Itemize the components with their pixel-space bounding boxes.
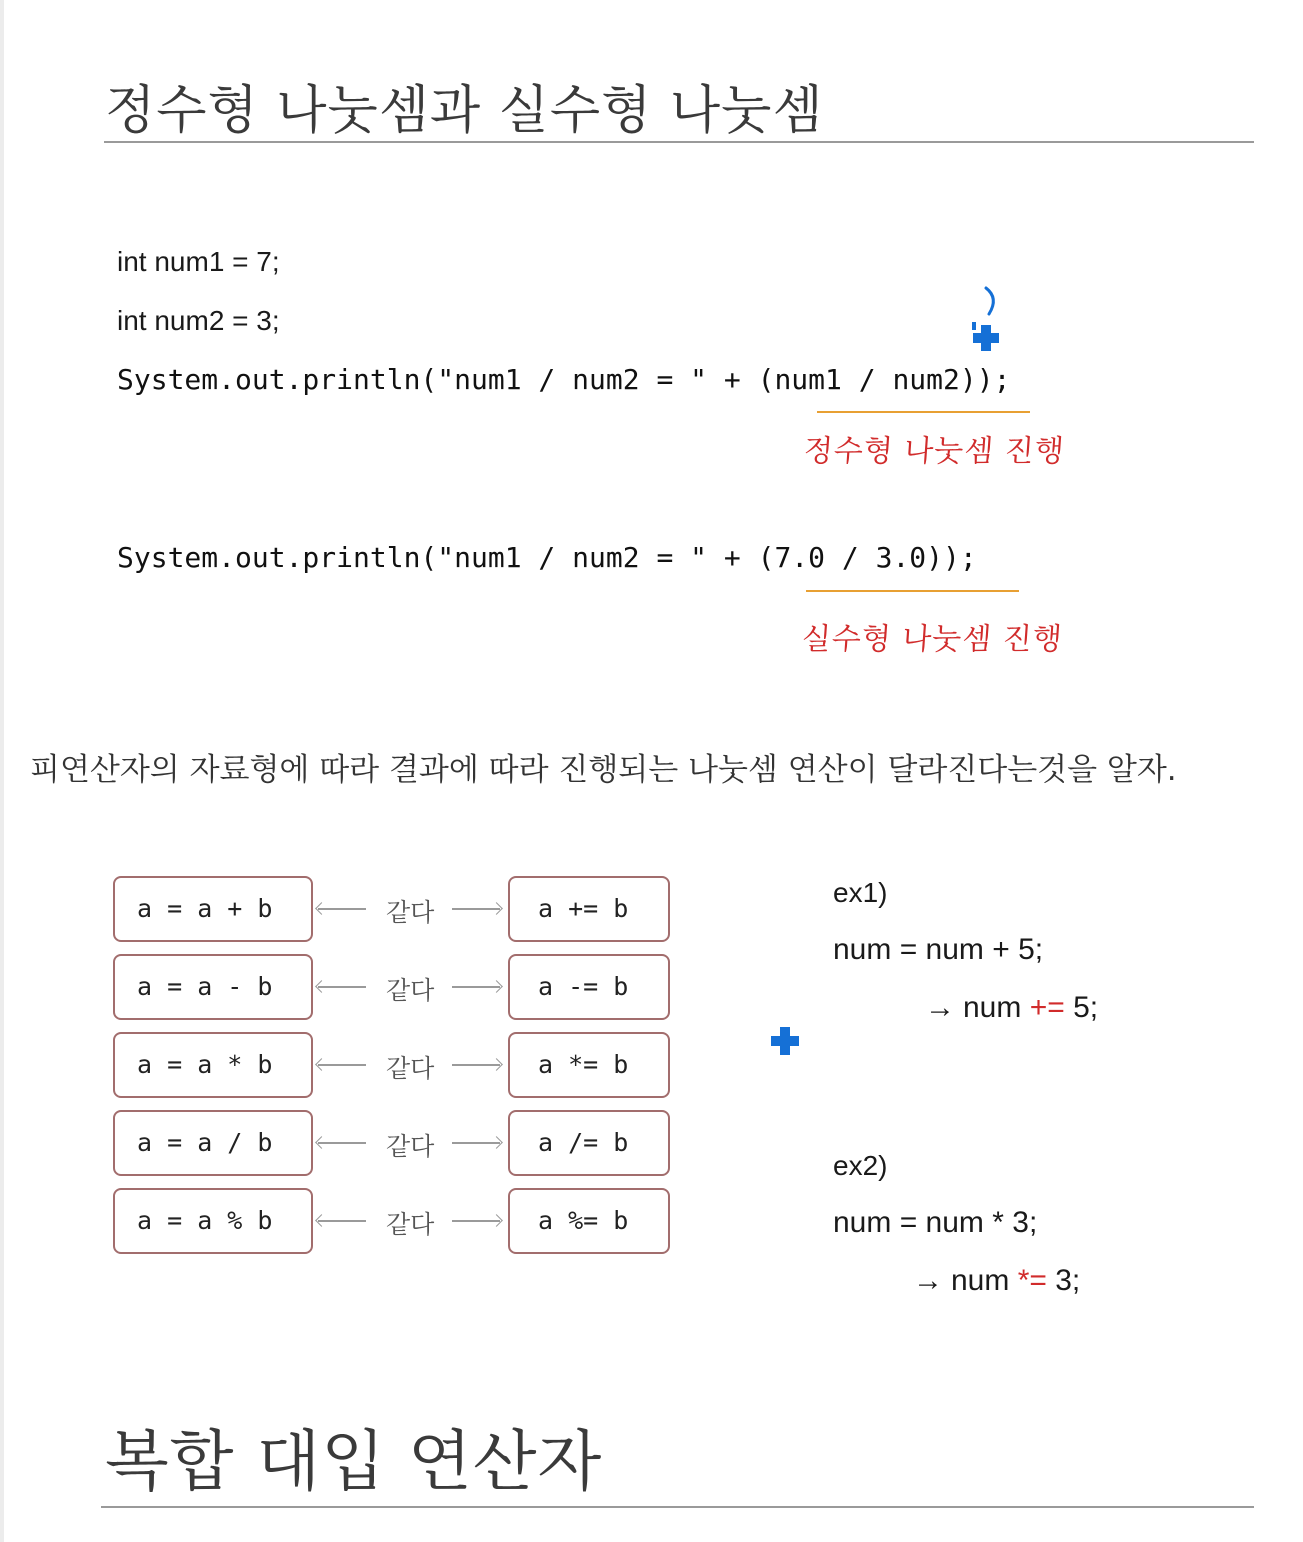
code-line-num2: int num2 = 3; bbox=[117, 305, 280, 336]
example-2-statement: num = num * 3; bbox=[833, 1206, 1038, 1239]
example-1-result-prefix: num bbox=[963, 991, 1030, 1024]
title-rule-compound-assignment bbox=[101, 1506, 1254, 1508]
arrow-right-icon bbox=[452, 986, 500, 988]
title-rule-division bbox=[104, 141, 1254, 143]
same-label: 같다 bbox=[386, 1054, 435, 1083]
example-1-operator: += bbox=[1029, 991, 1065, 1024]
same-label: 같다 bbox=[386, 976, 435, 1005]
example-1-statement: num = num + 5; bbox=[833, 933, 1044, 966]
cursor-cross-icon bbox=[770, 1026, 800, 1056]
arrow-right-icon bbox=[452, 1220, 500, 1222]
same-label: 같다 bbox=[386, 898, 435, 927]
example-2-result bbox=[913, 1264, 1080, 1298]
slide-title-compound-assignment: 복합 대입 연산자 bbox=[105, 1423, 603, 1500]
arrow-right-icon bbox=[452, 1064, 500, 1066]
expanded-expression-box: a = a / b bbox=[113, 1110, 313, 1176]
expanded-expression-box: a = a % b bbox=[113, 1188, 313, 1254]
compound-expression-box: a *= b bbox=[508, 1032, 670, 1098]
underline-real-division bbox=[806, 590, 1019, 592]
compound-expression-box: a += b bbox=[508, 876, 670, 942]
expanded-expression-box: a = a * b bbox=[113, 1032, 313, 1098]
same-label: 같다 bbox=[386, 1210, 435, 1239]
example-2-operator: *= bbox=[1017, 1264, 1047, 1297]
arrow-left-icon bbox=[318, 1064, 366, 1066]
expanded-expression-box: a = a + b bbox=[113, 876, 313, 942]
same-label: 같다 bbox=[386, 1132, 435, 1161]
annotation-real-division: 실수형 나눗셈 진행 bbox=[800, 622, 1064, 657]
arrow-left-icon bbox=[318, 1220, 366, 1222]
example-2-result-suffix: 3; bbox=[1046, 1264, 1081, 1297]
example-1-result-suffix: 5; bbox=[1064, 991, 1099, 1024]
compound-expression-box: a /= b bbox=[508, 1110, 670, 1176]
example-2-label: ex2) bbox=[833, 1150, 888, 1181]
right-arrow-icon: → bbox=[925, 991, 955, 1024]
annotation-integer-division: 정수형 나눗셈 진행 bbox=[802, 434, 1066, 469]
slide-title-division: 정수형 나눗셈과 실수형 나눗셈 bbox=[105, 81, 824, 141]
right-arrow-icon: → bbox=[913, 1264, 943, 1297]
code-line-println-real: System.out.println("num1 / num2 = " + (7.0 / 3.0)); bbox=[117, 541, 977, 574]
cursor-icon bbox=[966, 284, 1006, 356]
explanation-text: 피연산자의 자료형에 따라 결과에 따라 진행되는 나눗셈 연산이 달라진다는것을 알자. bbox=[30, 752, 1177, 788]
arrow-left-icon bbox=[318, 908, 366, 910]
code-line-num1: int num1 = 7; bbox=[117, 246, 280, 277]
arrow-right-icon bbox=[452, 1142, 500, 1144]
code-line-println-integer: System.out.println("num1 / num2 = " + (num1 / num2)); bbox=[117, 363, 1011, 396]
arrow-right-icon bbox=[452, 908, 500, 910]
expanded-expression-box: a = a - b bbox=[113, 954, 313, 1020]
example-1-result bbox=[925, 991, 1098, 1025]
example-1-label: ex1) bbox=[833, 877, 888, 908]
arrow-left-icon bbox=[318, 1142, 366, 1144]
page-left-border bbox=[0, 0, 4, 1542]
arrow-left-icon bbox=[318, 986, 366, 988]
example-2-result-prefix: num bbox=[951, 1264, 1018, 1297]
compound-expression-box: a %= b bbox=[508, 1188, 670, 1254]
underline-integer-division bbox=[817, 411, 1030, 413]
compound-expression-box: a -= b bbox=[508, 954, 670, 1020]
